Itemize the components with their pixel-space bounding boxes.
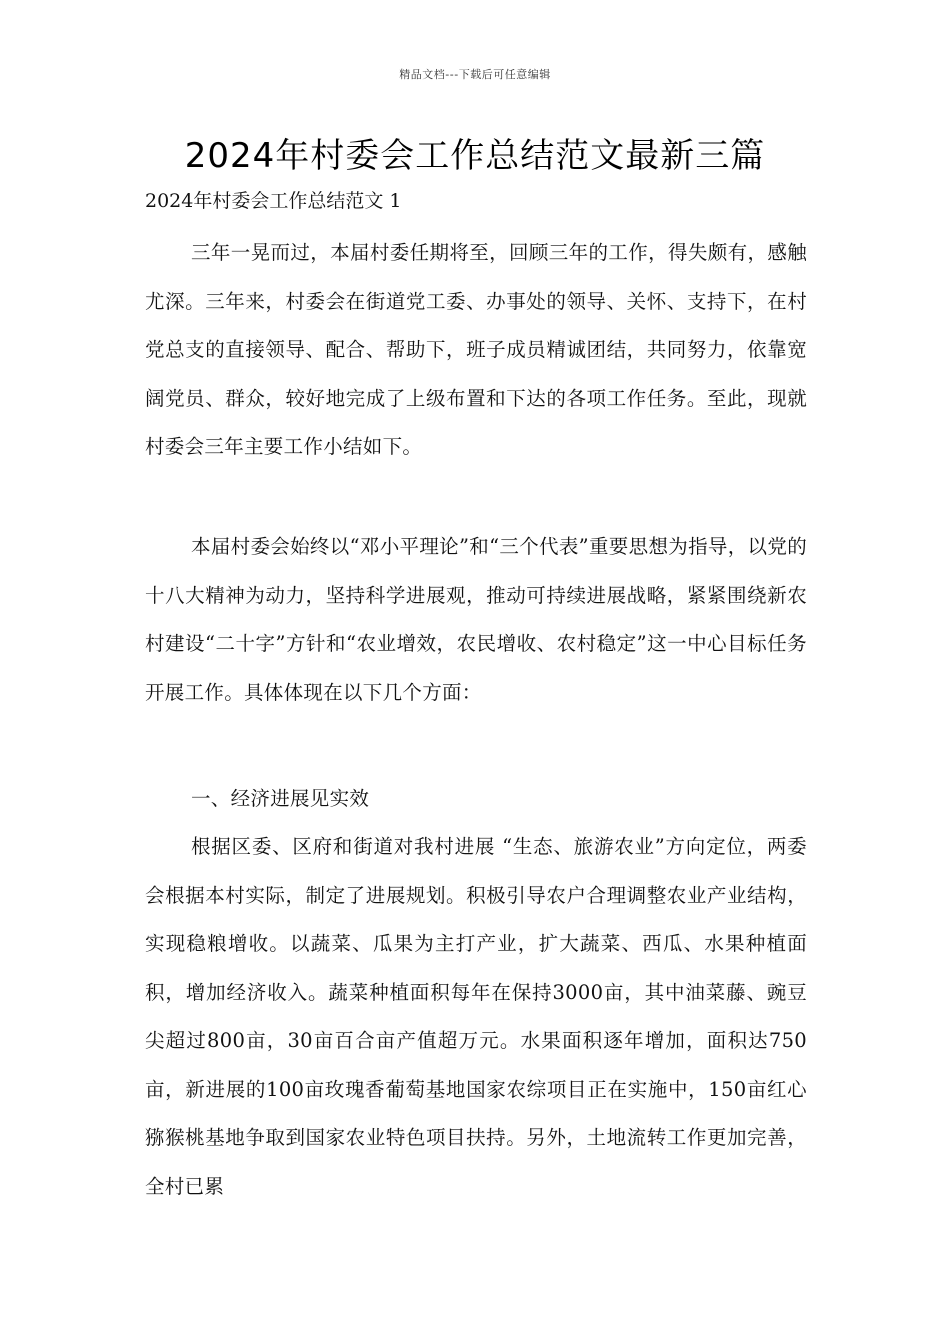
paragraph-economy: 根据区委、区府和街道对我村进展 “生态、旅游农业”方向定位，两委会根据本村实际，制定了进展规划。积极引导农户合理调整农业产业结构，实现稳粮增收。以蔬菜、瓜果为主打产业，扩大蔬菜、西瓜、水果种植面积，增加经济收入。蔬菜种植面积每年在保持3000亩，其中油菜藤、豌豆尖超过800亩，30亩百合亩产值超万元。水果面积逐年增加，面积达750亩，新进展的100亩玫瑰香葡萄基地国家农综项目正在实施中，150亩红心猕猴桃基地争取到国家农业特色项目扶持。另外，土地流转工作更加完善，全村已累 <box>145 835 807 1198</box>
document-subtitle: 2024年村委会工作总结范文 1 <box>145 190 402 212</box>
document-title: 2024年村委会工作总结范文最新三篇 <box>184 136 766 176</box>
section-heading-economy: 一、经济进展见实效 <box>191 787 370 810</box>
paragraph-intro: 三年一晃而过，本届村委任期将至，回顾三年的工作，得失颇有，感触尤深。三年来，村委会在街道党工委、办事处的领导、关怀、支持下，在村党总支的直接领导、配合、帮助下，班子成员精诚团结，共同努力，依靠宽阔党员、群众，较好地完成了上级布置和下达的各项工作任务。至此，现就村委会三年主要工作小结如下。 <box>145 241 807 458</box>
paragraph-guidance: 本届村委会始终以“邓小平理论”和“三个代表”重要思想为指导，以党的十八大精神为动力，坚持科学进展观，推动可持续进展战略，紧紧围绕新农村建设“二十字”方针和“农业增效，农民增收、农村稳定”这一中心目标任务开展工作。具体体现在以下几个方面： <box>145 535 807 704</box>
page-header: 精品文档---下载后可任意编辑 <box>399 68 551 81</box>
